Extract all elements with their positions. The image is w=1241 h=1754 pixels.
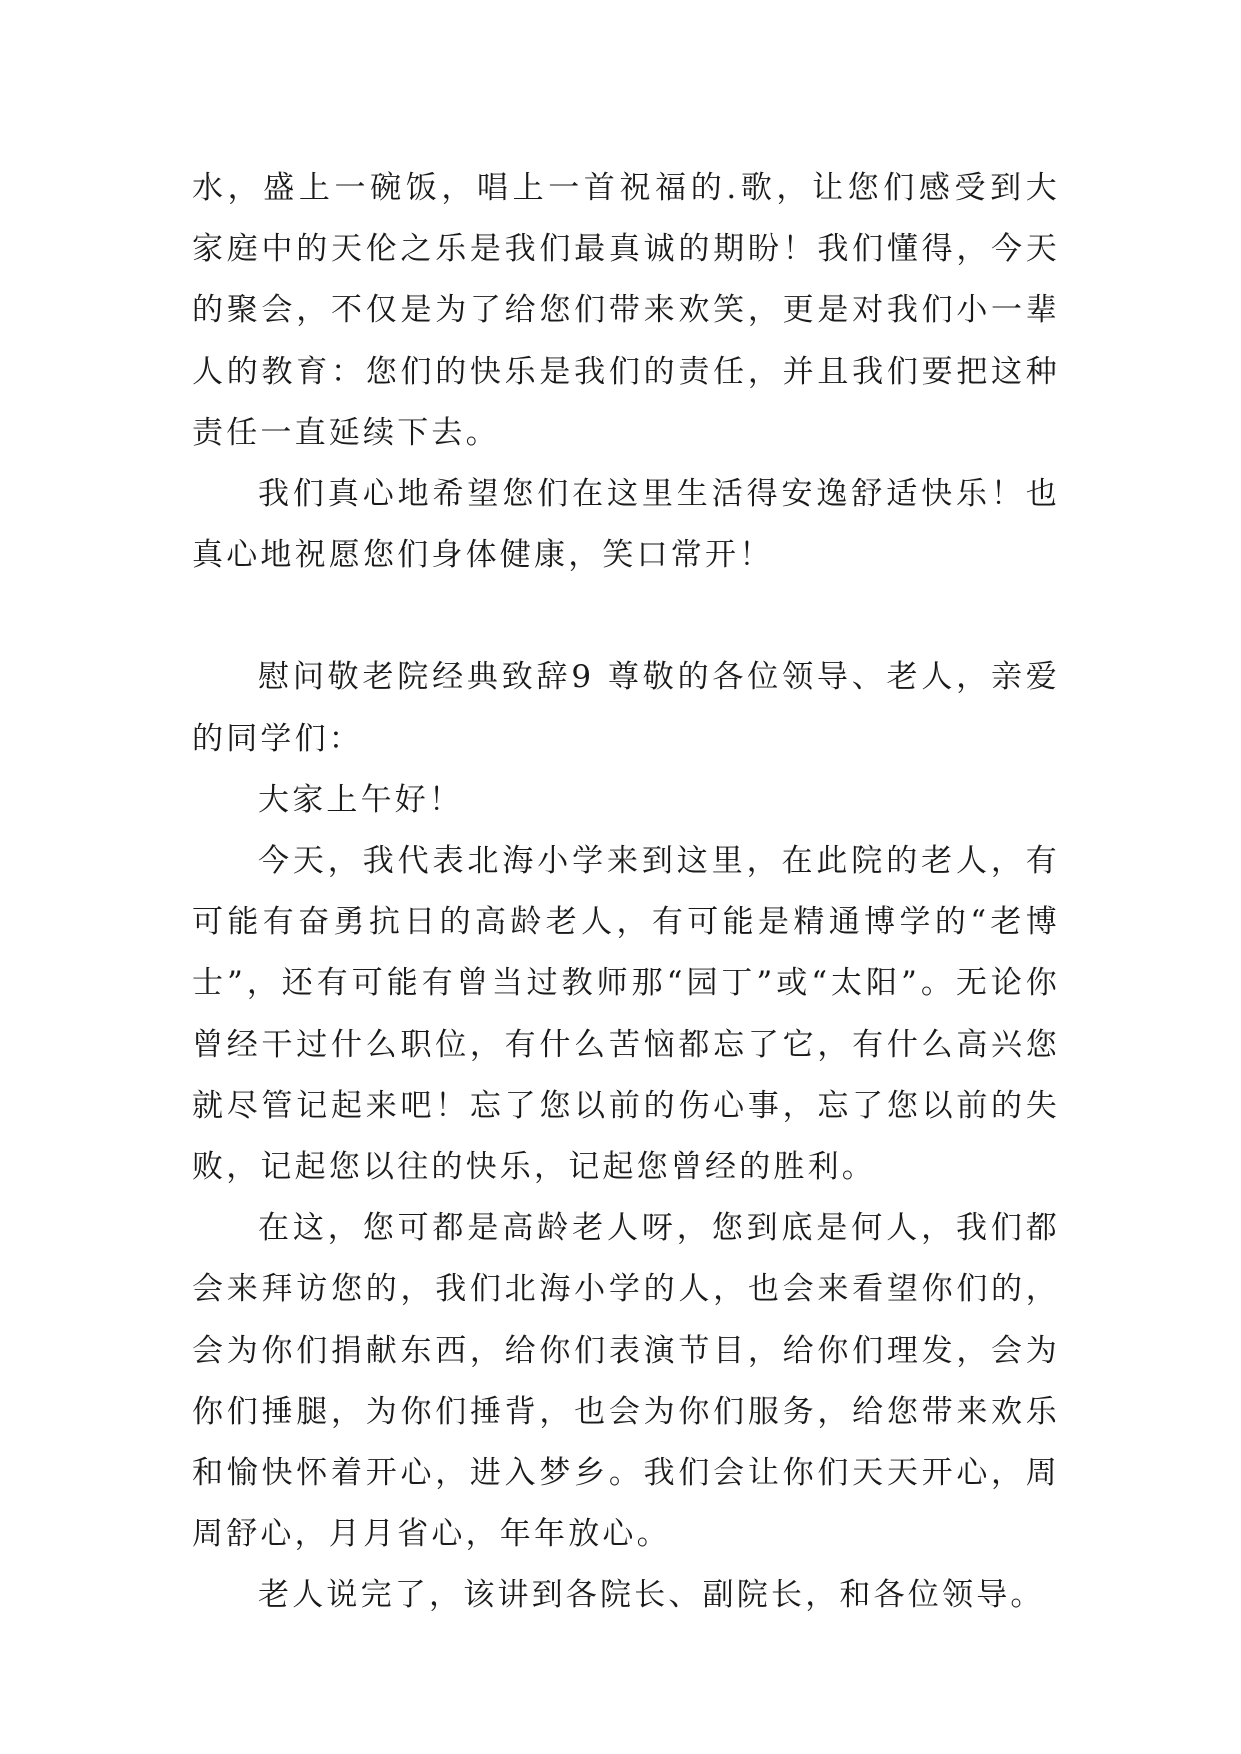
paragraph-transition: 老人说完了，该讲到各院长、副院长，和各位领导。 — [258, 1577, 1045, 1614]
paragraph-continuation: 水，盛上一碗饭，唱上一首祝福的.歌，让您们感受到大家庭中的天伦之乐是我们最真诚的期盼！我们懂得，今天的聚会，不仅是为了给您们带来欢笑，更是对我们小一辈人的教育：您们的快乐是我们的责任，并且我们要把这种责任一直延续下去。 — [192, 170, 1060, 451]
section-gap — [192, 586, 1060, 647]
paragraph-wishes: 我们真心地希望您们在这里生活得安逸舒适快乐！也真心地祝愿您们身体健康，笑口常开！ — [192, 476, 1060, 574]
document-body — [192, 158, 1060, 1627]
paragraph-greeting: 大家上午好！ — [258, 781, 464, 818]
paragraph-promises: 在这，您可都是高龄老人呀，您到底是何人，我们都会来拜访您的，我们北海小学的人，也会来看望你们的，会为你们捐献东西，给你们表演节目，给你们理发，会为你们捶腿，为你们捶背，也会为你们服务，给您带来欢乐和愉快怀着开心，进入梦乡。我们会让你们天天开心，周周舒心，月月省心，年年放心。 — [192, 1210, 1060, 1553]
paragraph-visit-intro: 今天，我代表北海小学来到这里，在此院的老人，有可能有奋勇抗日的高龄老人，有可能是精通博学的“老博士”，还有可能有曾当过教师那“园丁”或“太阳”。无论你曾经干过什么职位，有什么苦恼都忘了它，有什么高兴您就尽管记起来吧！忘了您以前的伤心事，忘了您以前的失败，记起您以往的快乐，记起您曾经的胜利。 — [192, 843, 1060, 1186]
speech-heading-salutation: 慰问敬老院经典致辞9 尊敬的各位领导、老人，亲爱的同学们： — [192, 659, 1060, 757]
